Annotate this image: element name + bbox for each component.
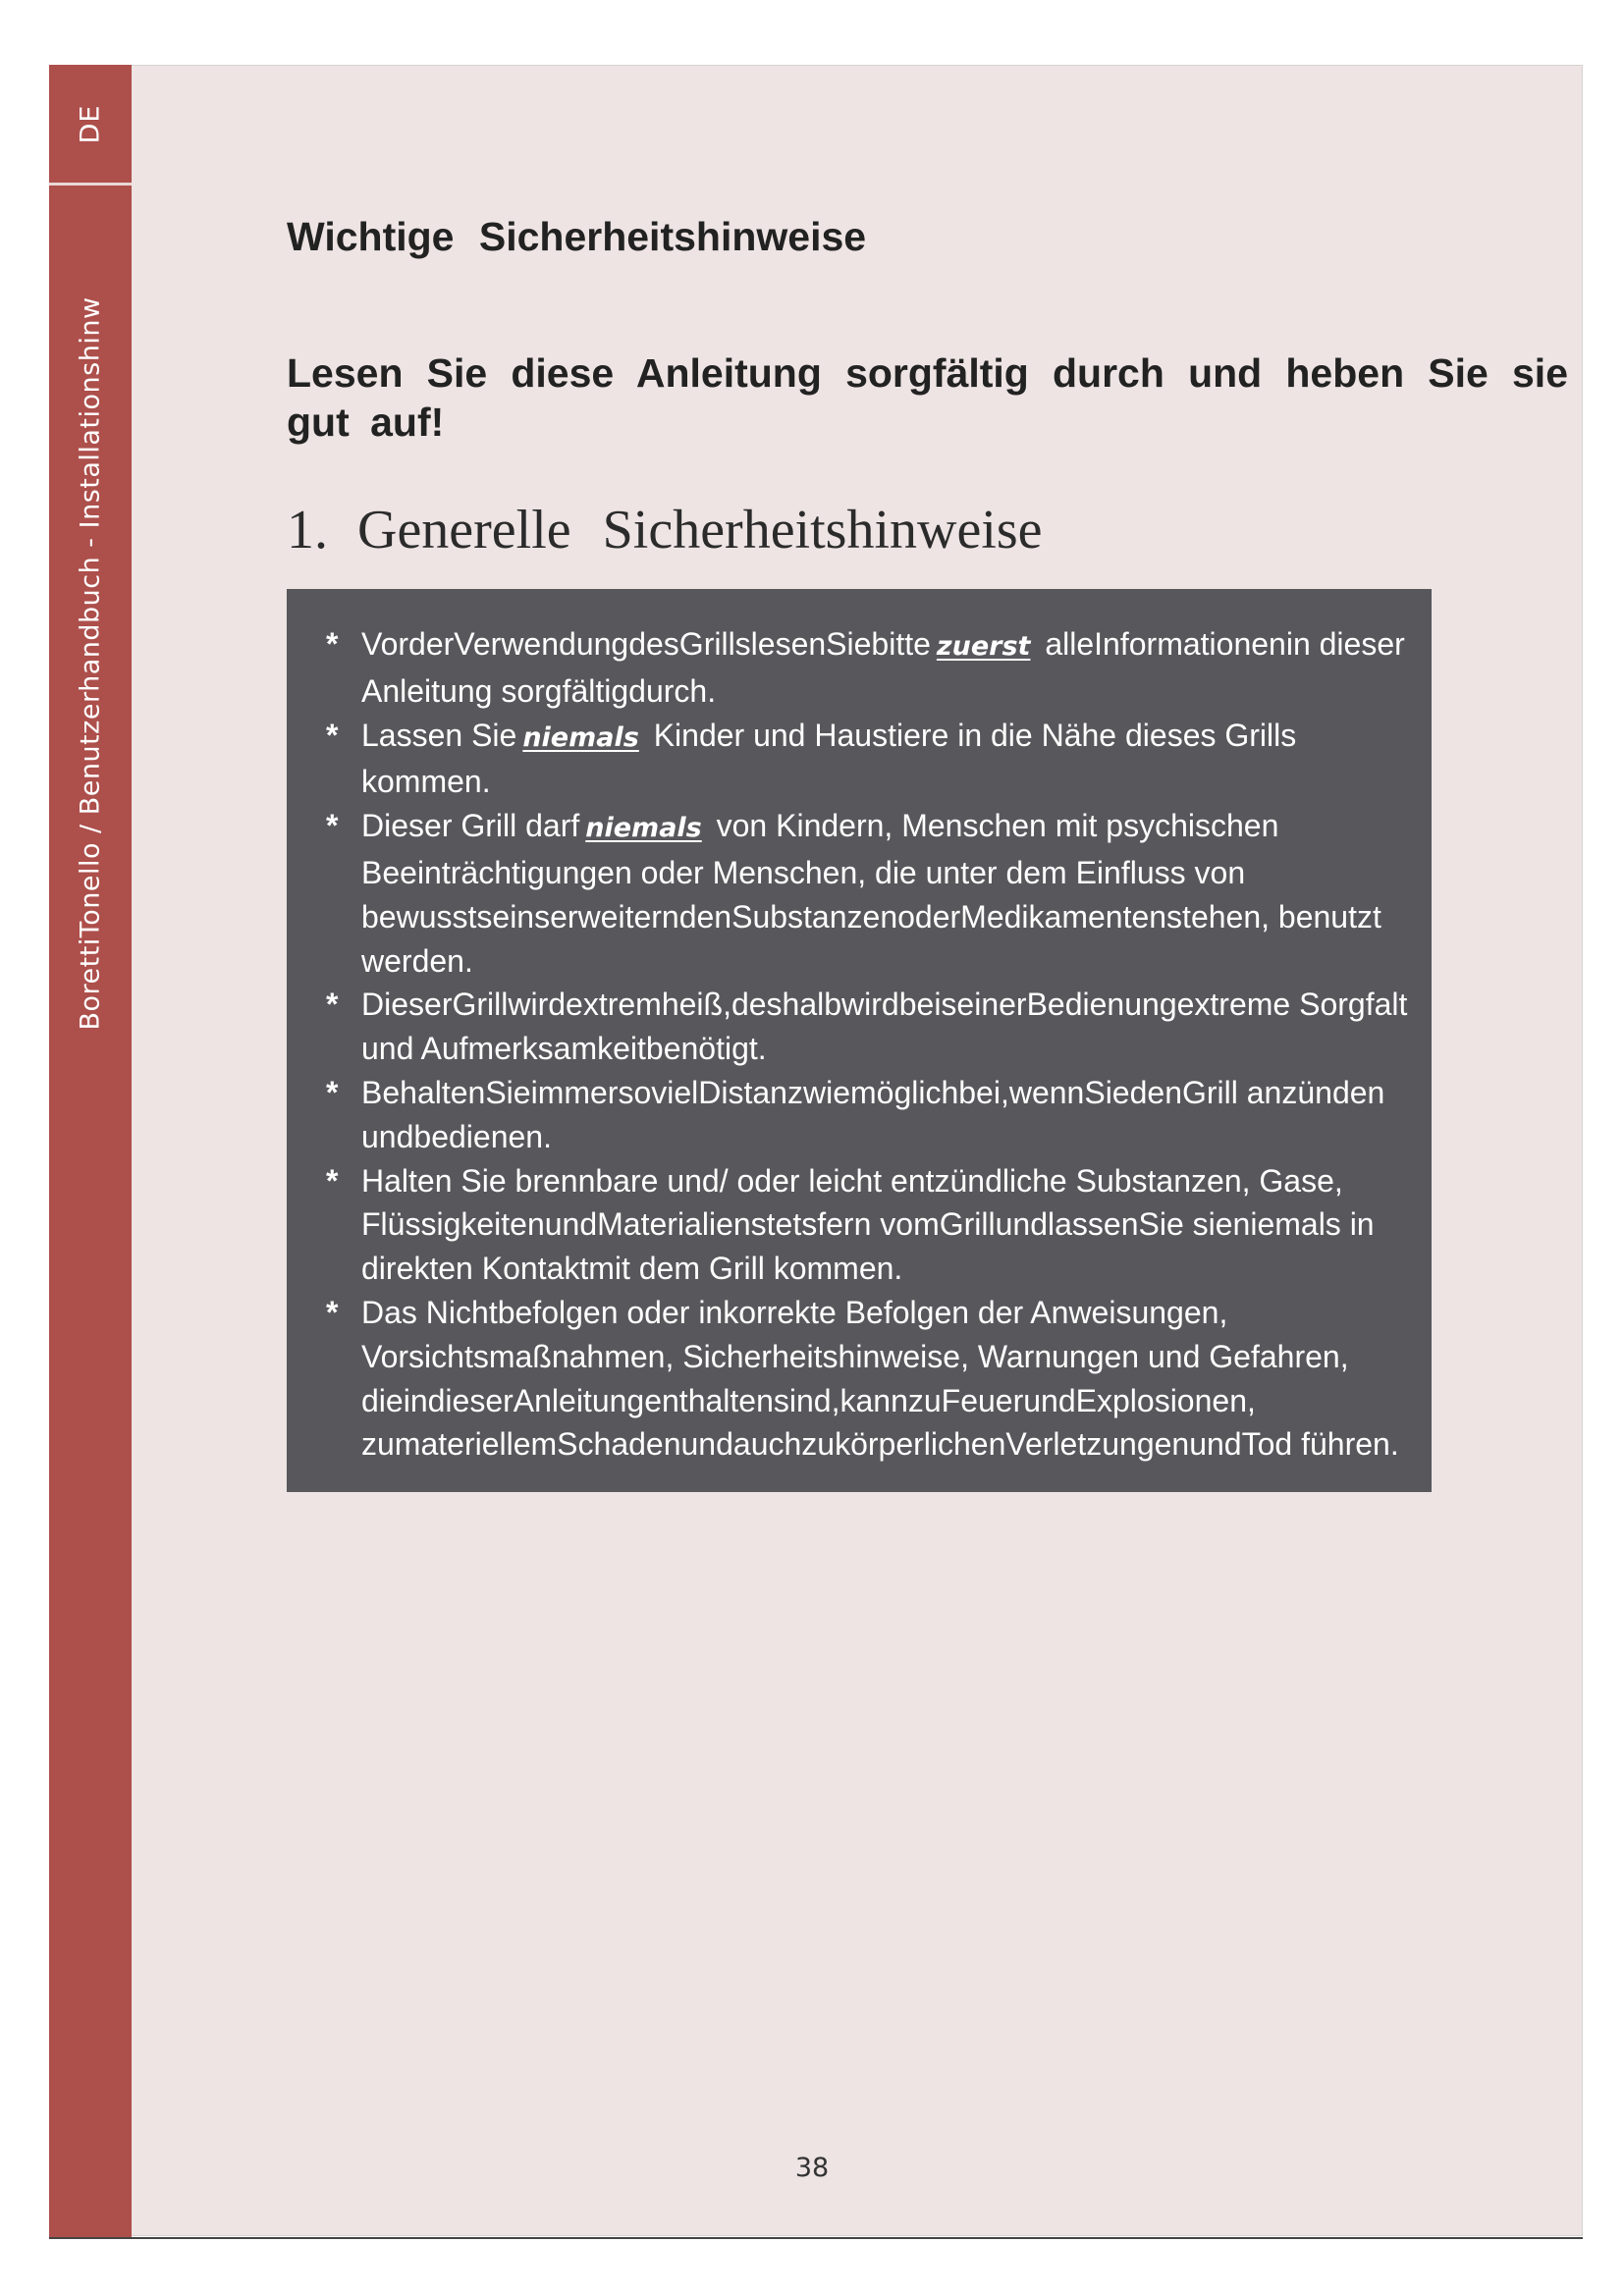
sidebar-divider <box>49 183 132 186</box>
section-heading <box>287 499 1043 561</box>
bullet-text: Kinder und Haustiere in die Nähe dieses Grills kommen. <box>361 717 1297 800</box>
bullet-marker: * <box>326 626 339 662</box>
bullet-text: alleInformationenin dieser Anleitung sorgfältigdurch. <box>361 626 1405 709</box>
section-title: Generelle Sicherheitshinweise <box>357 500 1043 561</box>
bullet-marker: * <box>326 1162 339 1199</box>
language-tab <box>49 65 132 183</box>
bullet-text: VorderVerwendungdesGrillslesenSiebitte <box>361 626 931 662</box>
bullet-text: Halten Sie brennbare und/ oder leicht entzündliche Substanzen, Gase, FlüssigkeitenundMaterialienstetsfern vomGrillundlassenSie sieniemals in direkten Kontaktmit dem Grill kommen. <box>361 1162 1375 1287</box>
bullet-text: Dieser Grill darf <box>361 808 580 844</box>
list-item <box>326 983 1416 1071</box>
list-item <box>326 1159 1416 1291</box>
list-item <box>326 622 1416 714</box>
emphasis-text: niemals <box>585 813 702 844</box>
list-item <box>326 714 1416 805</box>
bullet-marker: * <box>326 808 339 844</box>
list-item <box>326 804 1416 983</box>
section-number: 1. <box>287 500 328 561</box>
sidebar-title-area <box>49 192 132 1135</box>
bottom-divider <box>49 2237 1583 2239</box>
language-label: DE <box>75 104 106 143</box>
bullet-text: Das Nichtbefolgen oder inkorrekte Befolgen der Anweisungen, Vorsichtsmaßnahmen, Sicherheitshinweise, Warnungen und Gefahren, dieindieserAnleitungenthaltensind,kannzuFeuerundExplosionen, zumateriellemSchadenundauchzukörperlichenVerletzungenundTod führen. <box>361 1294 1399 1463</box>
page-number: 38 <box>794 2153 830 2183</box>
bullet-marker: * <box>326 1294 339 1330</box>
bullet-text: von Kindern, Menschen mit psychischen Beeinträchtigungen oder Menschen, die unter dem Einfluss von bewusstseinserweiterndenSubstanzenoderMedikamentenstehen, benutzt werden. <box>361 808 1381 979</box>
safety-list <box>326 622 1416 1467</box>
bullet-marker: * <box>326 717 339 753</box>
page-heading: Wichtige Sicherheitshinweise <box>287 214 867 259</box>
bullet-marker: * <box>326 1074 339 1110</box>
bullet-text: DieserGrillwirdextremheiß,deshalbwirdbeiseinerBedienungextreme Sorgfalt und Aufmerksamkeitbenötigt. <box>361 987 1408 1067</box>
safety-notice-box <box>287 589 1432 1492</box>
bullet-marker: * <box>326 987 339 1023</box>
bullet-text: BehaltenSieimmersovielDistanzwiemöglichbei,wennSiedenGrill anzünden undbedienen. <box>361 1074 1385 1154</box>
document-title: BorettiTonello / Benutzerhandbuch - Installationshinw <box>75 296 106 1031</box>
read-notice-heading: Lesen Sie diese Anleitung sorgfältig durch und heben Sie sie gut auf! <box>287 350 1568 445</box>
emphasis-text: zuerst <box>936 631 1031 662</box>
list-item <box>326 1291 1416 1467</box>
list-item <box>326 1071 1416 1159</box>
emphasis-text: niemals <box>522 721 639 753</box>
bullet-text: Lassen Sie <box>361 717 517 753</box>
side-tab <box>49 65 132 2237</box>
